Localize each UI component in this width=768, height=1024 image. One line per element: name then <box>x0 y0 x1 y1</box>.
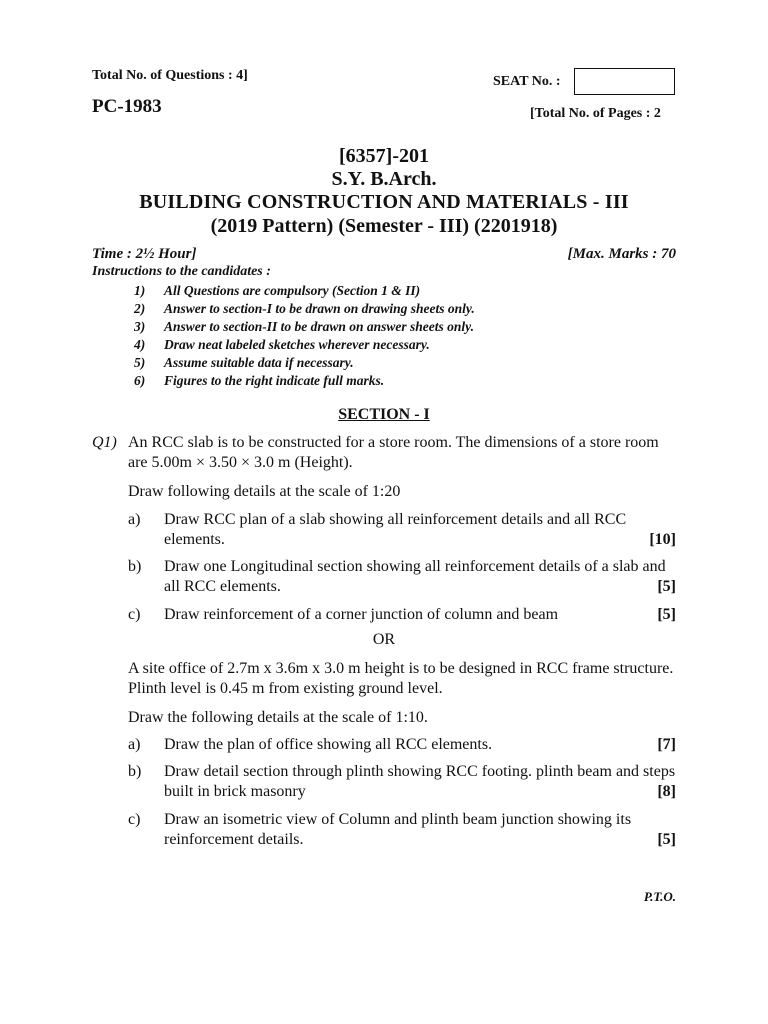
pattern-info: (2019 Pattern) (Semester - III) (2201918) <box>210 215 558 237</box>
question-draw-instruction: Draw following details at the scale of 1:20 <box>128 483 401 500</box>
part-marks: [5] <box>657 831 676 848</box>
or-divider: OR <box>372 631 396 648</box>
seat-label: SEAT No. : <box>493 74 561 89</box>
question-part-c: c) Draw reinforcement of a corner junction of column and beam [5] <box>128 606 676 623</box>
alternative-part-a: a) Draw the plan of office showing all RCC elements. [7] <box>128 736 676 753</box>
part-marks: [7] <box>657 736 676 753</box>
instructions-list <box>134 282 475 390</box>
subject-title: BUILDING CONSTRUCTION AND MATERIALS - III <box>139 191 629 213</box>
max-marks: [Max. Marks : 70 <box>567 246 676 262</box>
paper-code: PC-1983 <box>92 96 162 117</box>
part-marks: [10] <box>649 531 676 548</box>
total-questions: Total No. of Questions : 4] <box>92 68 248 83</box>
time-allowed: Time : 2½ Hour] <box>92 246 197 262</box>
instruction-item: 5) Assume suitable data if necessary. <box>134 355 354 370</box>
instruction-item: 1) All Questions are compulsory (Section 1 & II) <box>134 283 421 298</box>
question-part-a: a) Draw RCC plan of a slab showing all reinforcement details and all RCC elements. [10] <box>128 511 676 548</box>
exam-code: [6357]-201 <box>339 145 429 167</box>
question-label: Q1) <box>92 434 117 451</box>
course-name: S.Y. B.Arch. <box>331 168 437 190</box>
instructions-heading: Instructions to the candidates : <box>92 264 271 279</box>
part-marks: [5] <box>657 578 676 595</box>
question-part-b: b) Draw one Longitudinal section showing all reinforcement details of a slab and all RCC elements. [5] <box>128 558 676 595</box>
seat-number-box[interactable] <box>574 68 675 95</box>
page-turn-over: P.T.O. <box>643 889 676 904</box>
alternative-part-c: c) Draw an isometric view of Column and plinth beam junction showing its reinforcement details. [5] <box>128 811 676 848</box>
alternative-part-b: b) Draw detail section through plinth showing RCC footing. plinth beam and steps built in brick masonry [8] <box>128 763 676 800</box>
section-heading: SECTION - I <box>338 406 430 423</box>
part-marks: [8] <box>657 783 676 800</box>
total-pages: [Total No. of Pages : 2 <box>530 106 661 121</box>
instruction-item: 2) Answer to section-I to be drawn on drawing sheets only. <box>134 301 475 316</box>
part-marks: [5] <box>657 606 676 623</box>
instruction-item: 3) Answer to section-II to be drawn on answer sheets only. <box>134 319 475 334</box>
alternative-draw-instruction: Draw the following details at the scale of 1:10. <box>128 709 428 726</box>
question-intro: An RCC slab is to be constructed for a store room. The dimensions of a store room are 5.00m × 3.50 × 3.0 m (Height). <box>128 434 659 471</box>
instruction-item: 4) Draw neat labeled sketches wherever necessary. <box>134 337 430 352</box>
alternative-intro: A site office of 2.7m x 3.6m x 3.0 m height is to be designed in RCC frame structure. Plinth level is 0.45 m from existing ground level. <box>128 660 674 697</box>
instruction-item: 6) Figures to the right indicate full marks. <box>134 373 385 388</box>
